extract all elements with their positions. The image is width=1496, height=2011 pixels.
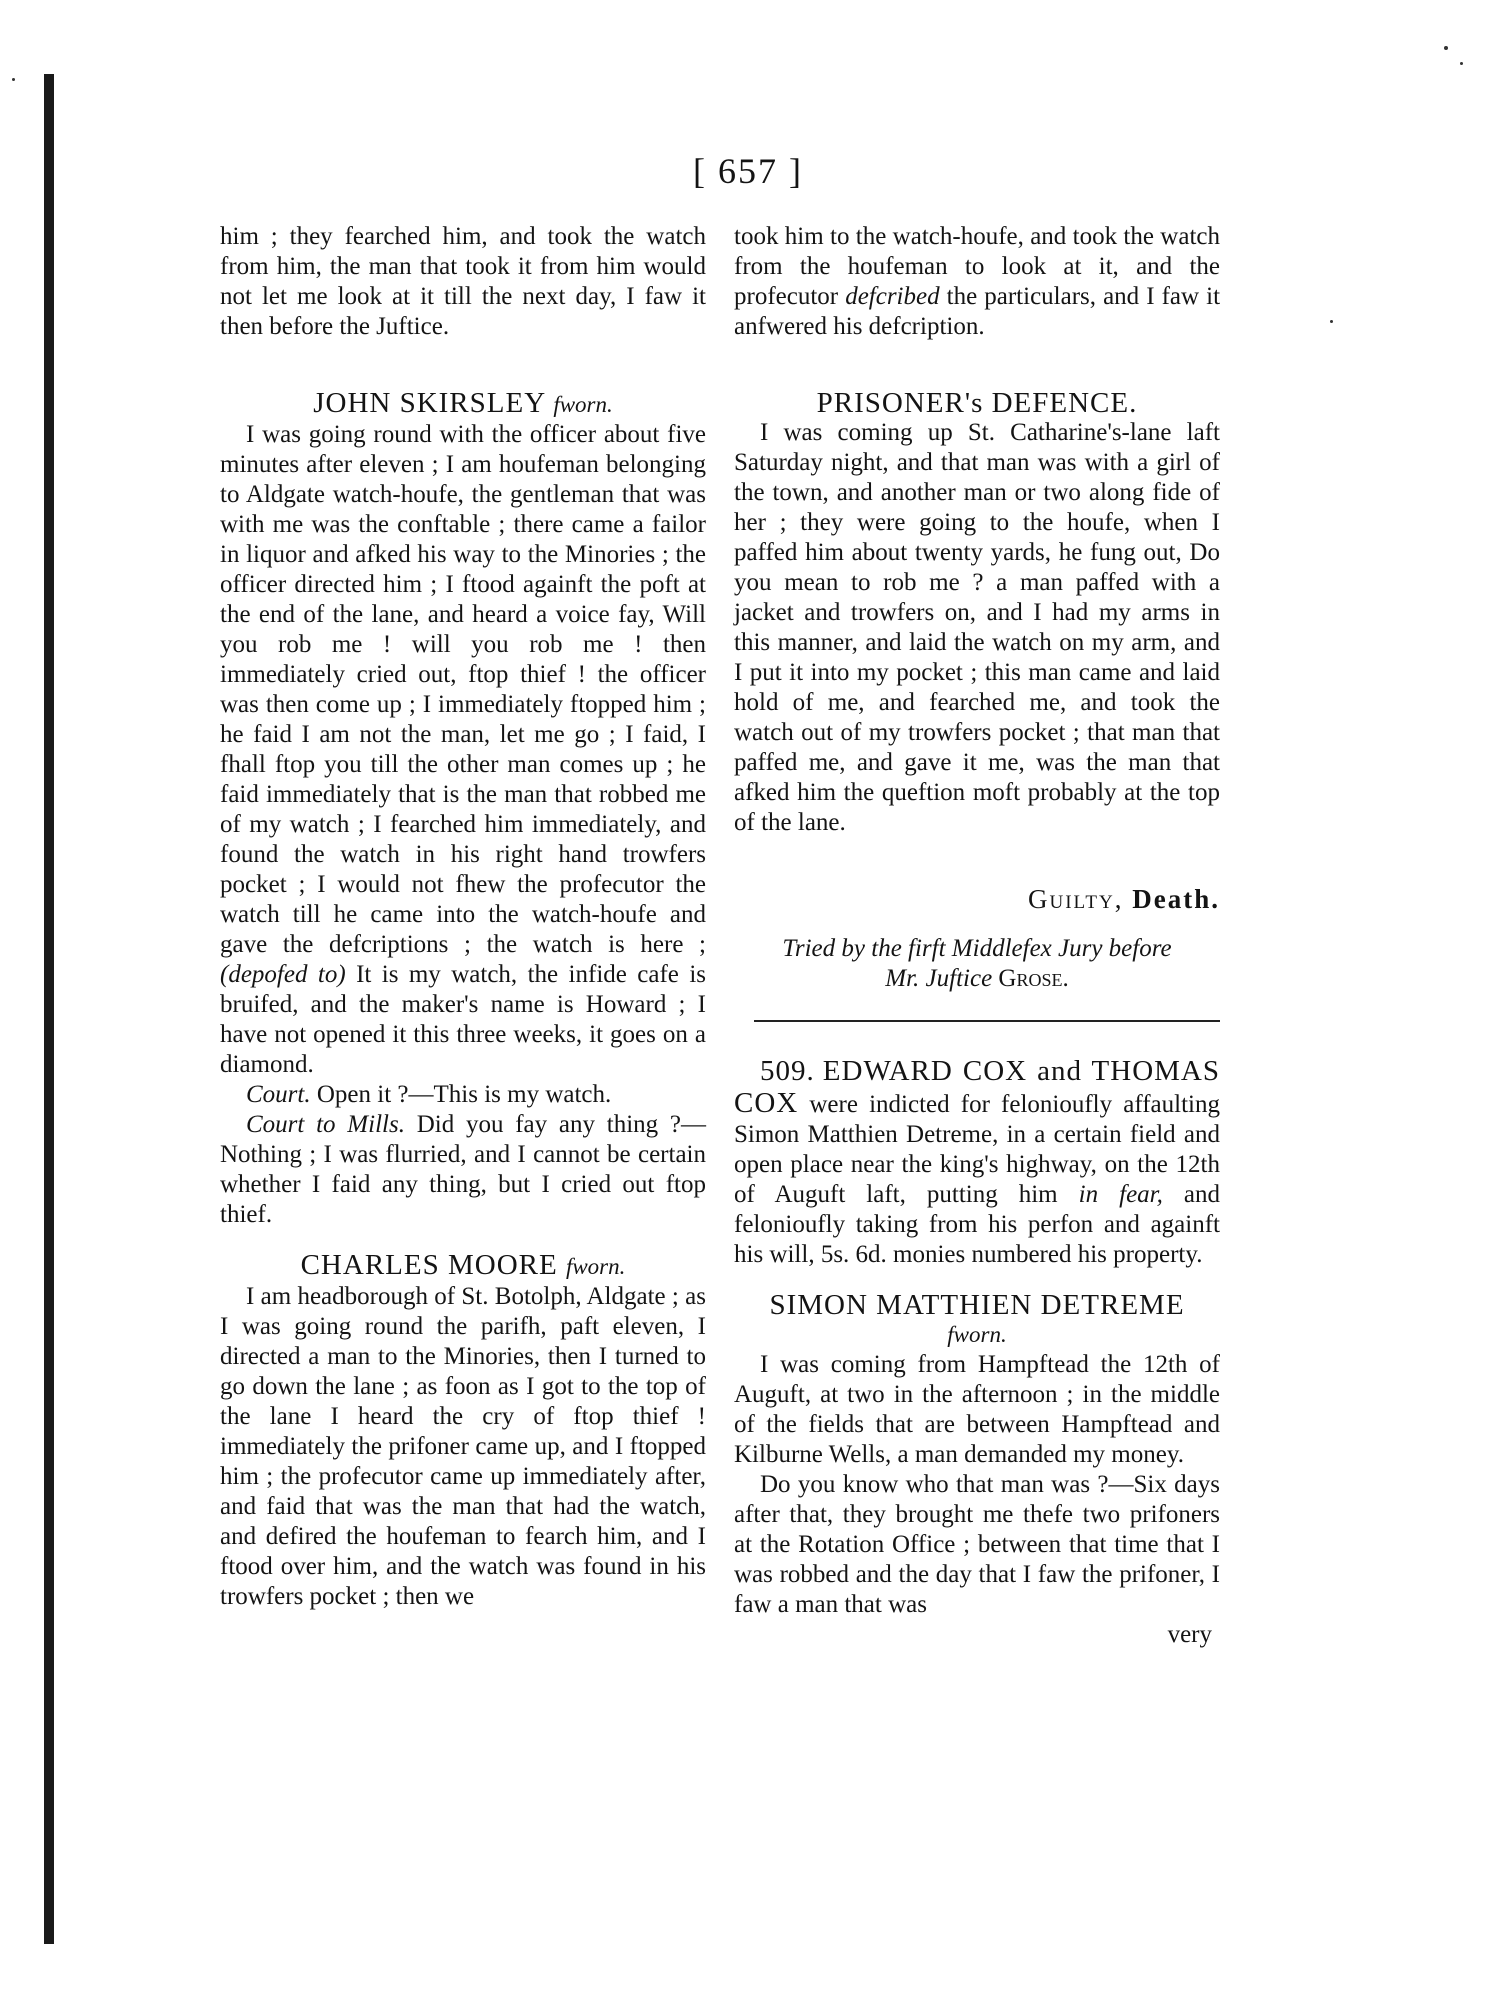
court-exchange [220, 1110, 706, 1230]
speaker-label: Court. [246, 1081, 311, 1108]
testimony-text: It is my watch, the infide cafe is bruifed, and the maker's name is Howard ; I have not opened it this three weeks, it goes on a diamond. [220, 961, 706, 1078]
testimony-paragraph: Do you know who that man was ?—Six days after that, they brought me thefe two prifoners at the Rotation Office ; between that time that I was robbed and the day that I faw the prifoner, I faw a man that was [734, 1471, 1220, 1618]
sworn-label: fworn. [947, 1322, 1007, 1347]
witness-heading [220, 388, 706, 420]
exchange-text: Open it ?—This is my watch. [316, 1081, 612, 1108]
section-divider [754, 1020, 1220, 1022]
exchange-text: Did you fay any thing ?—Nothing ; I was flurried, and I cannot be certain whether I faid any thing, but I cried out ftop thief. [220, 1111, 707, 1228]
sworn-label: fworn. [553, 392, 613, 417]
paragraph: him ; they fearched him, and took the watch from him, the man that took it from him would not let me look at it till the next day, I faw it then before the Juftice. [220, 223, 706, 340]
defendant-names: EDWARD COX and THOMAS COX [734, 1055, 1221, 1119]
deposed-note: (depofed to) [220, 961, 346, 988]
testimony-paragraph: I am headborough of St. Botolph, Aldgate ; as I was going round the parifh, paft eleven, I directed a man to the Minories, then I turned to go down the lane ; as foon as I got to the top of the lane I heard the cry of ftop thief ! immediately the prifoner came up, and I ftopped him ; the profecutor came up immediately after, and faid that was the man that had the watch, and defired the houfeman to fearch him, and I ftood over him, and the watch was found in his trowfers pocket ; then we [220, 1283, 706, 1610]
verdict [734, 884, 1220, 914]
witness-heading: SIMON MATTHIEN DETREME [769, 1289, 1185, 1321]
speck [1444, 46, 1448, 50]
speck [12, 78, 15, 81]
testimony-paragraph: I was coming from Hampftead the 12th of Auguft, at two in the afternoon ; in the middle of the fields that are between Hampftead and Kilburne Wells, a man demanded my money. [734, 1351, 1220, 1468]
left-column [220, 222, 706, 1612]
sworn-label: fworn. [565, 1254, 626, 1279]
indictment-paragraph [734, 1056, 1220, 1270]
indictment-text: were indicted for felonioufly affaulting Simon Matthien Detreme, in a certain field and open place near the king's highway, on the 12th of Auguft laft, putting him [734, 1091, 1220, 1208]
speck [1460, 62, 1463, 65]
case-number: 509. [760, 1055, 815, 1087]
trial-note-line [734, 964, 1220, 994]
witness-heading [220, 1250, 706, 1282]
page-binding-edge [44, 74, 54, 1944]
italic-text: in fear, [1078, 1181, 1163, 1208]
sentence-word: Death. [1132, 884, 1220, 914]
defence-paragraph: I was coming up St. Catharine's-lane laft Saturday night, and that man was with a girl of the town, and another man or two along fide of her ; they were going to the houfe, when I paffed him about twenty yards, he fung out, Do you mean to rob me ? a man paffed with a jacket and trowfers on, and I had my arms in this manner, and laid the watch on my arm, and I put it into my pocket ; this man came and laid hold of me, and fearched me, and took the watch out of my trowfers pocket ; that man that paffed me, and gave it me, was the man that afked him the queftion moft probably at the top of the lane. [734, 419, 1220, 836]
trial-note-line: Tried by the firft Middlefex Jury before [782, 935, 1172, 962]
speaker-label: Court to Mills. [246, 1111, 405, 1138]
page-number: [ 657 ] [693, 151, 803, 191]
justice-name: Grose. [998, 965, 1069, 992]
paragraph-text: the particulars, and I faw it anfwered his defcription. [734, 283, 1221, 340]
testimony-paragraph [220, 420, 706, 1080]
paragraph-text: took him to the watch-houfe, and took the watch from the houfeman to look at it, and the profecutor [734, 223, 1220, 310]
justice-title: Mr. Juftice [885, 965, 993, 992]
speck [1330, 320, 1333, 323]
catchword: very [1167, 1621, 1212, 1648]
defence-heading: PRISONER's DEFENCE. [816, 387, 1138, 419]
trial-note [734, 934, 1220, 994]
testimony-text: I was going round with the officer about five minutes after eleven ; I am houfeman belonging to Aldgate watch-houfe, the gentleman that was with me was the conftable ; there came a failor in liquor and afked his way to the Minories ; the officer directed him ; I ftood againft the poft at the end of the lane, and heard a voice fay, Will you rob me ! will you rob me ! then immediately cried out, ftop thief ! the officer was then come up ; I immediately ftopped him ; he faid I am not the man, let me go ; I faid, I fhall ftop you till the other man comes up ; he faid immediately that is the man that robbed me of my watch ; I fearched him immediately, and found the watch in his right hand trowfers pocket ; I would not fhew the profecutor the watch till he came into the watch-houfe and gave the defcriptions ; the watch is here ; [220, 421, 706, 958]
indictment-text: and felonioufly taking from his perfon and againft his will, 5s. 6d. monies numbered his property. [734, 1181, 1220, 1268]
right-column [734, 222, 1220, 1650]
witness-name: CHARLES MOORE [300, 1249, 558, 1281]
italic-text: defcribed [845, 283, 940, 310]
verdict-word: Guilty, [1028, 884, 1124, 914]
court-exchange [220, 1080, 706, 1110]
paragraph [734, 222, 1220, 342]
witness-name: JOHN SKIRSLEY [313, 387, 546, 419]
